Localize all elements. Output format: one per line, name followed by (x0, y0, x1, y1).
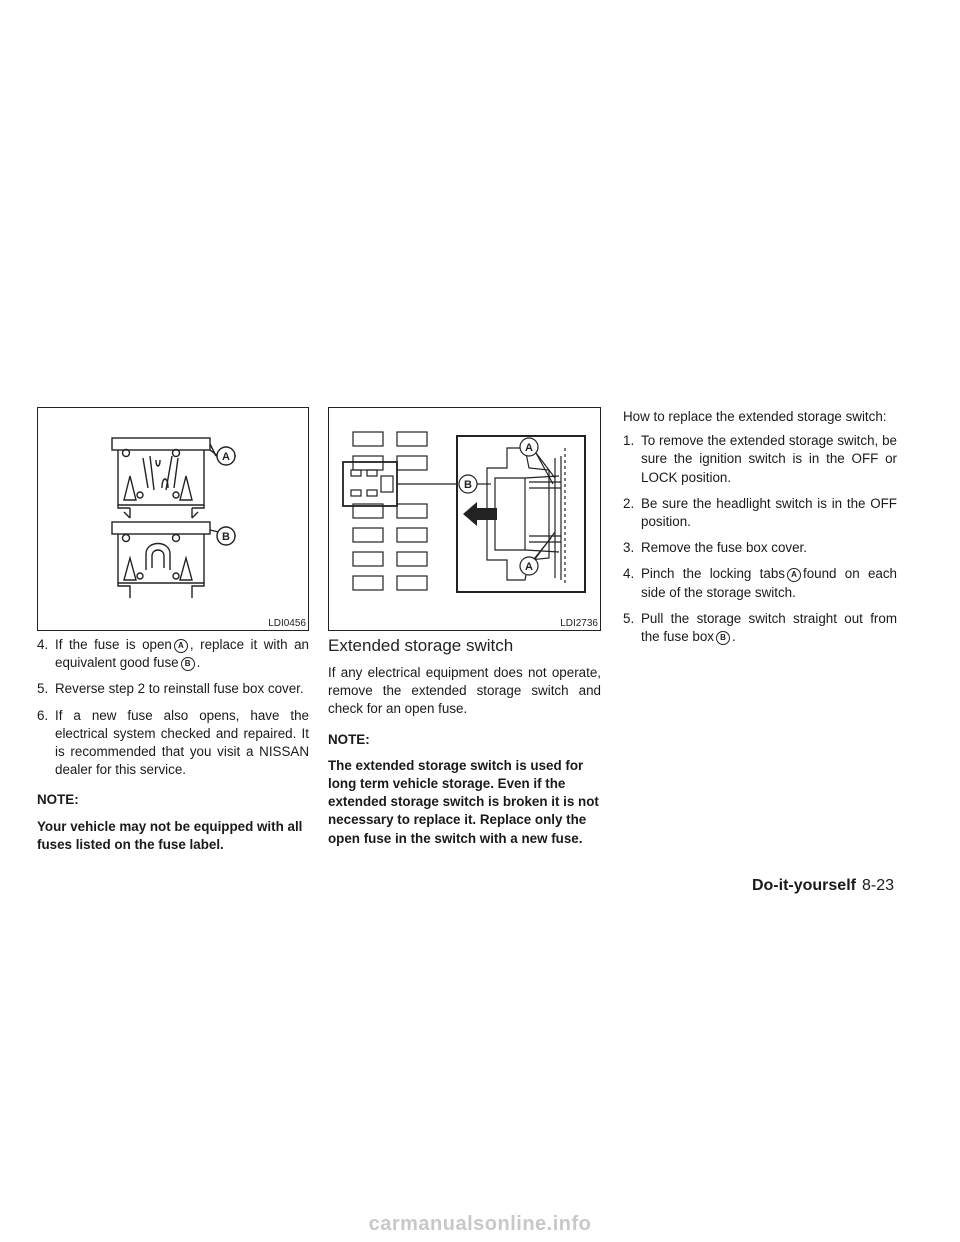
step-text: Be sure the headlight switch is in the OFF position. (641, 495, 897, 530)
step-5 (37, 680, 309, 698)
step-number: 5. (623, 610, 635, 626)
switch-label-a-bottom: A (525, 561, 533, 573)
step-number: 2. (623, 495, 635, 511)
fuse-illustration (38, 408, 308, 630)
intro-paragraph: How to replace the extended storage switch: (623, 409, 887, 424)
note-label: NOTE: (328, 731, 370, 747)
callout-a-badge: A (787, 568, 801, 582)
right-column (623, 408, 897, 654)
step-text: . (196, 655, 201, 671)
pull-direction-arrow (463, 502, 497, 526)
watermark: carmanualsonline.info (368, 1213, 592, 1235)
fuse-label-a: A (222, 451, 230, 463)
page-footer (752, 876, 894, 896)
callout-a-badge: A (174, 639, 188, 653)
storage-switch-figure (328, 407, 601, 631)
step-text: . (731, 629, 736, 645)
left-column (37, 636, 309, 854)
middle-column (328, 636, 601, 848)
fuse-figure (37, 407, 309, 631)
step-4 (623, 565, 897, 601)
step-text: found on each side of the storage switch. (641, 566, 898, 600)
step-text: If a new fuse also opens, have the electrical system checked and repaired. It is recommended that you visit a NISSAN dealer for this service. (55, 707, 309, 778)
switch-label-b: B (464, 479, 472, 491)
step-number: 4. (623, 566, 635, 582)
switch-label-a-top: A (525, 442, 533, 454)
step-6 (37, 707, 309, 780)
step-text: Remove the fuse box cover. (641, 540, 807, 556)
step-3 (623, 539, 897, 557)
callout-b-badge: B (181, 657, 195, 671)
figure-id: LDI0456 (268, 618, 306, 629)
step-2 (623, 495, 897, 531)
note-text: The extended storage switch is used for long term vehicle storage. Even if the extended storage switch is broken it is not necessary to replace it. Replace only the open fuse in the switch with a new fuse. (328, 757, 599, 846)
step-number: 6. (37, 707, 49, 723)
step-5 (623, 610, 897, 646)
step-text: , replace it with an equivalent good fuse (55, 637, 309, 671)
step-4 (37, 636, 309, 672)
step-number: 4. (37, 637, 49, 652)
page-number: 8-23 (861, 877, 894, 894)
figure-id: LDI2736 (560, 618, 598, 629)
step-number: 1. (623, 433, 635, 449)
step-text: To remove the extended storage switch, be sure the ignition switch is in the OFF or LOCK position. (641, 433, 897, 485)
step-number: 5. (37, 681, 49, 697)
intro-paragraph: If any electrical equipment does not operate, remove the extended storage switch and check for an open fuse. (328, 665, 601, 717)
callout-b-badge: B (716, 631, 730, 645)
step-text: Reverse step 2 to reinstall fuse box cover. (55, 681, 304, 697)
step-text: If the fuse is open (55, 637, 172, 652)
storage-switch-illustration (329, 408, 600, 630)
fuse-label-b: B (222, 531, 230, 543)
section-name: Do-it-yourself (751, 877, 856, 894)
step-text: Pull the storage switch straight out from the fuse box (641, 610, 897, 645)
step-1 (623, 432, 897, 487)
step-text: Pinch the locking tabs (641, 566, 785, 582)
note-label: NOTE: (37, 792, 79, 808)
note-text: Your vehicle may not be equipped with all fuses listed on the fuse label. (37, 818, 303, 852)
section-heading: Extended storage switch (328, 636, 514, 655)
step-number: 3. (623, 540, 635, 556)
